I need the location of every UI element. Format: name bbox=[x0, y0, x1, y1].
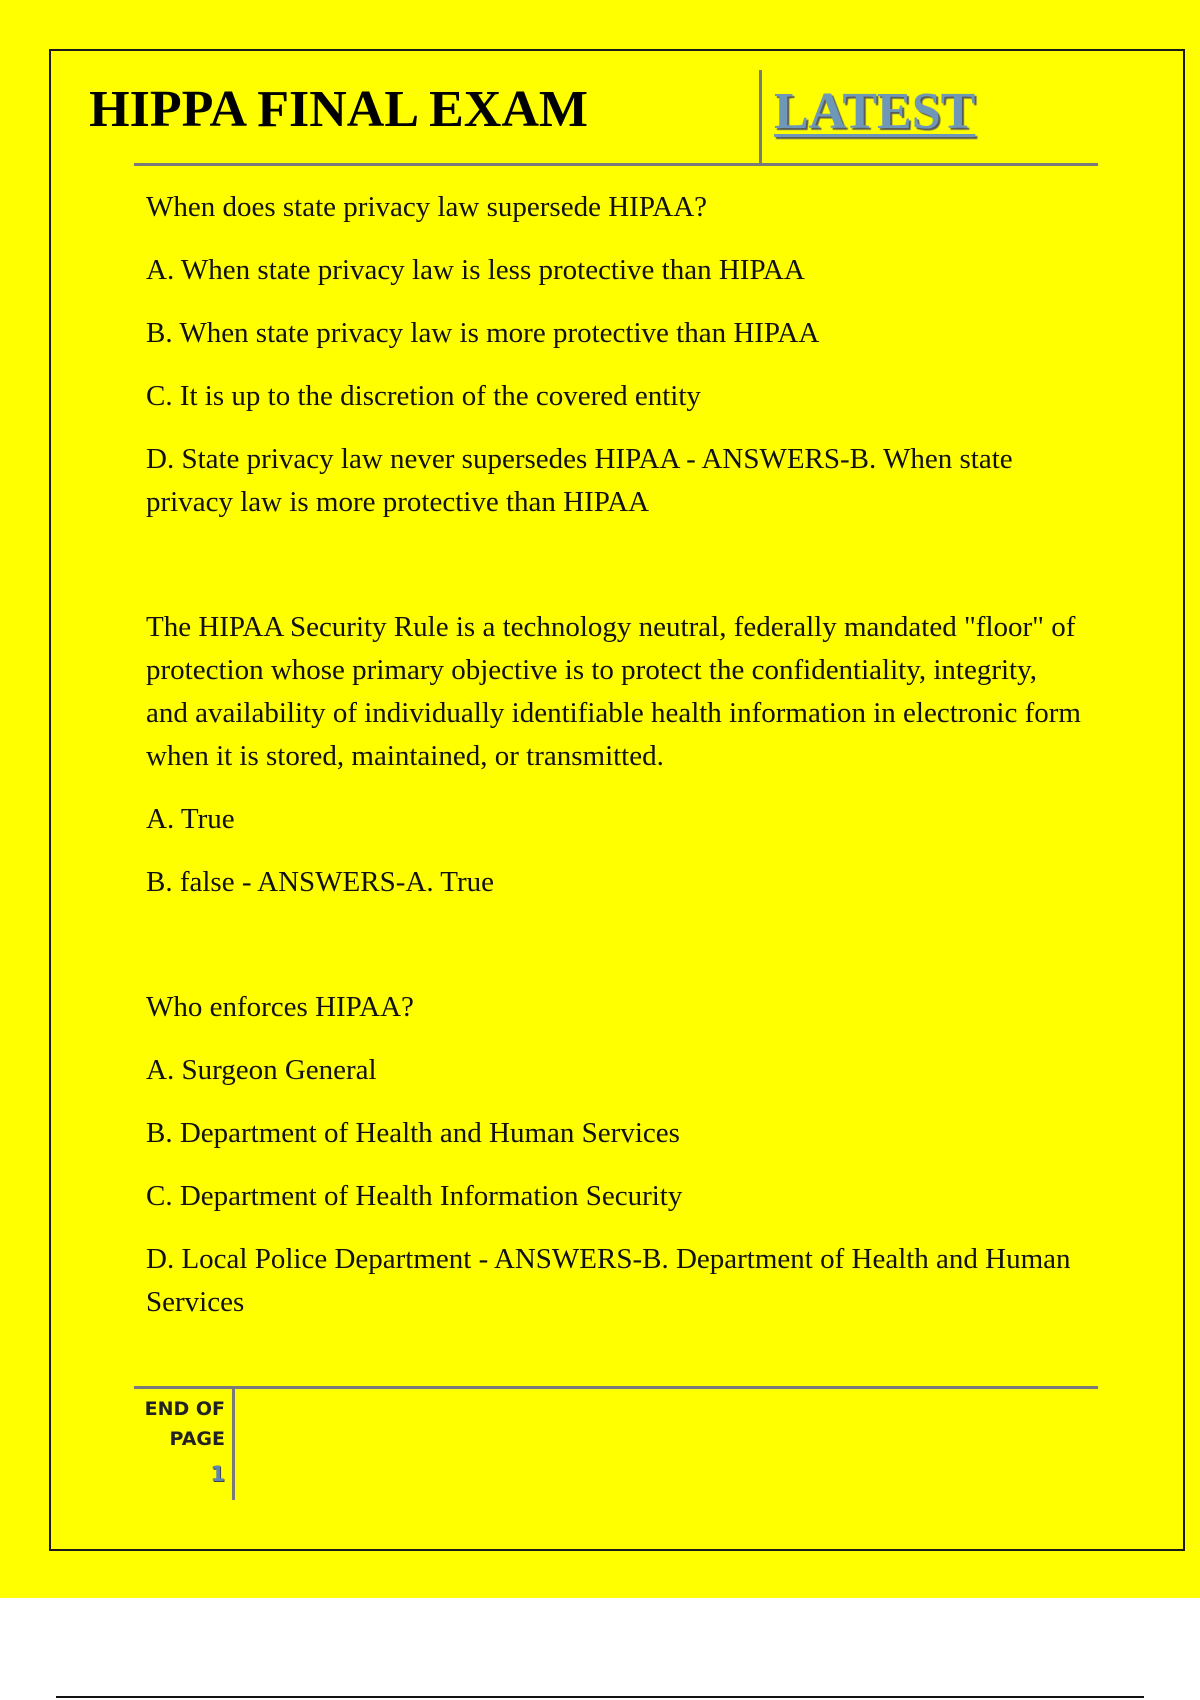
bottom-rule bbox=[56, 1696, 1144, 1698]
question-1 bbox=[146, 186, 1086, 524]
question-prompt: When does state privacy law supersede HIPAA? bbox=[146, 191, 708, 223]
answer-option: B. false - ANSWERS-A. True bbox=[146, 866, 495, 898]
answer-option: D. Local Police Department - ANSWERS-B. Department of Health and Human Services bbox=[146, 1243, 1071, 1318]
title-divider bbox=[759, 70, 762, 163]
footer-divider bbox=[232, 1389, 235, 1500]
answer-option: A. True bbox=[146, 803, 235, 835]
answer-option: C. Department of Health Information Security bbox=[146, 1180, 683, 1212]
footer-label-line1: END OF bbox=[144, 1398, 225, 1420]
question-prompt: Who enforces HIPAA? bbox=[146, 991, 414, 1023]
question-3 bbox=[146, 986, 1086, 1324]
page-number: 1 bbox=[210, 1462, 225, 1486]
footer-label bbox=[145, 1394, 225, 1454]
answer-option: A. Surgeon General bbox=[146, 1054, 377, 1086]
answer-option: A. When state privacy law is less protective than HIPAA bbox=[146, 254, 805, 286]
header bbox=[89, 70, 1098, 166]
question-2 bbox=[146, 606, 1086, 904]
question-list bbox=[146, 186, 1086, 1344]
answer-option: B. Department of Health and Human Services bbox=[146, 1117, 680, 1149]
question-prompt: The HIPAA Security Rule is a technology neutral, federally mandated "floor" of protection whose primary objective is to protect the confidentiality, integrity, and availability of individually identifiable health information in electronic form when it is stored, maintained, or transmitted. bbox=[146, 611, 1081, 772]
answer-option: D. State privacy law never supersedes HIPAA - ANSWERS-B. When state privacy law is more protective than HIPAA bbox=[146, 443, 1013, 518]
answer-option: B. When state privacy law is more protective than HIPAA bbox=[146, 317, 820, 349]
footer-rule bbox=[134, 1386, 1098, 1389]
answer-option: C. It is up to the discretion of the covered entity bbox=[146, 380, 701, 412]
footer-label-line2: PAGE bbox=[169, 1428, 225, 1450]
title-accent: LATEST bbox=[774, 83, 976, 140]
page-title: HIPPA FINAL EXAM bbox=[89, 81, 588, 138]
